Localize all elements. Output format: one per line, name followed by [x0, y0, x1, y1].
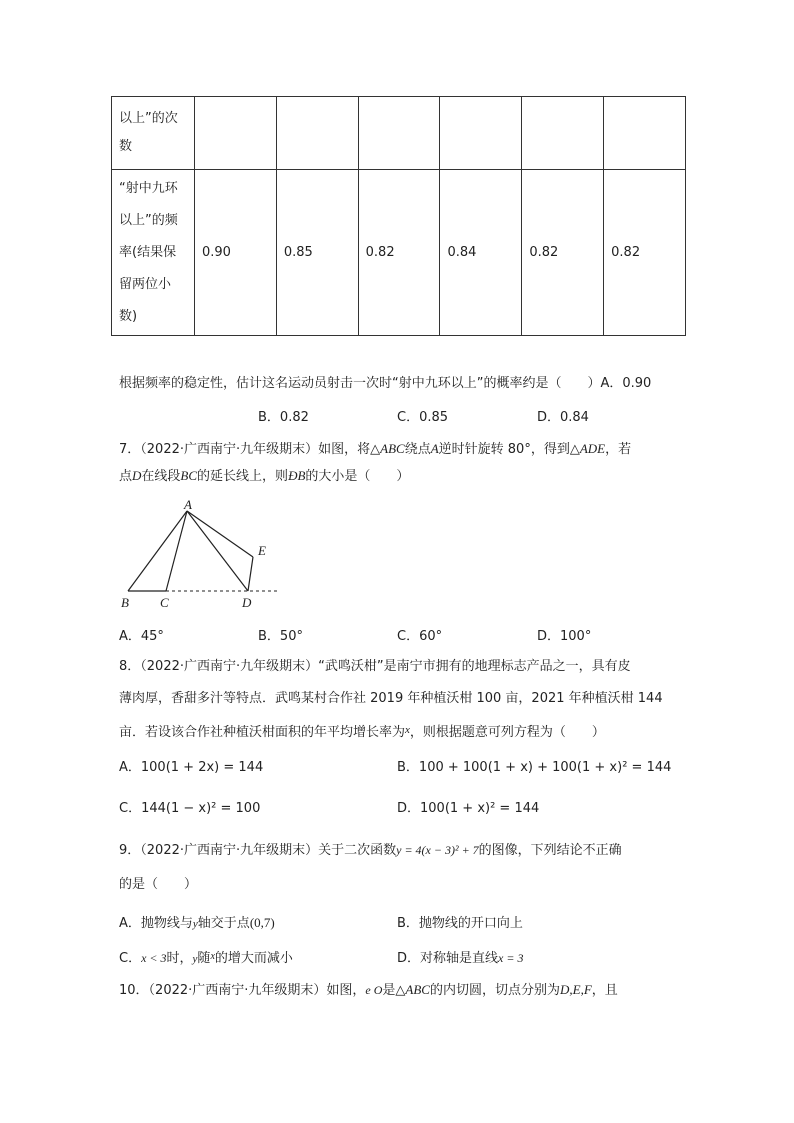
- row-header-count: [112, 97, 195, 170]
- table-cell: 0.90: [195, 170, 277, 336]
- q7-line-2: [119, 466, 409, 487]
- segment-ab: [128, 511, 187, 591]
- q9-text: 随: [197, 951, 211, 966]
- row-header-line: “射中九环: [119, 180, 178, 196]
- q8-option-a: A．100(1 + 2x) = 144: [119, 760, 264, 775]
- q9-var-y: y: [192, 953, 198, 965]
- q10-circle: e O: [365, 983, 383, 997]
- q7-option-b: B．50°: [258, 629, 303, 644]
- label-e: E: [258, 543, 266, 558]
- row-header-line: 数): [119, 308, 138, 324]
- q6-option-b: B．0.82: [258, 410, 309, 425]
- row-header-line: 以上”的频: [119, 212, 178, 228]
- q9-text: D．对称轴是直线: [397, 951, 499, 966]
- q8-line-2: 薄肉厚，香甜多汁等特点．武鸣某村合作社 2019 年种植沃柑 100 亩，2021 年种植沃柑 144: [119, 691, 663, 706]
- q7-option-a: A．45°: [119, 629, 164, 644]
- label-c: C: [160, 595, 169, 610]
- q7-triangle-abc: △ABC: [370, 441, 405, 456]
- table-cell: 0.84: [440, 170, 522, 336]
- q8-option-b: B．100 + 100(1 + x) + 100(1 + x)² = 144: [397, 760, 672, 775]
- q9-function: y = 4(x − 3)² + 7: [396, 843, 479, 857]
- q8-text: 亩．若设该合作社种植沃柑面积的年平均增长率为: [119, 725, 406, 740]
- q8-option-d: D．100(1 + x)² = 144: [397, 801, 540, 816]
- q10-line-1: [119, 980, 618, 1001]
- segment-ac: [166, 511, 187, 591]
- q7-text: 绕点: [404, 442, 431, 457]
- q9-text: A．抛物线与: [119, 916, 193, 931]
- q10-text: ，且: [591, 983, 618, 998]
- table-cell: 0.85: [276, 170, 358, 336]
- q6-option-d: D．0.84: [537, 410, 589, 425]
- q9-line-1: [119, 840, 622, 861]
- q9-var-y: y: [192, 918, 198, 930]
- q6-option-c: C．0.85: [397, 410, 449, 425]
- row-header-frequency: [112, 170, 195, 336]
- table-cell: [440, 97, 522, 170]
- label-d: D: [242, 595, 252, 610]
- q9-text: 的图像，下列结论不正确: [478, 843, 622, 858]
- q10-points: D,E,F: [560, 982, 592, 997]
- q7-text: 7．（2022·广西南宁·九年级期末）如图，将: [119, 442, 371, 457]
- q7-point-d: D: [132, 468, 142, 483]
- q8-line-1: 8．（2022·广西南宁·九年级期末）“武鸣沃柑”是南宁市拥有的地理标志产品之一，具有皮: [119, 659, 631, 674]
- segment-ad: [187, 511, 248, 591]
- q8-option-c: C．144(1 − x)² = 100: [119, 801, 261, 816]
- q9-option-a: [119, 912, 275, 931]
- table-row-count: [112, 97, 686, 170]
- q8-text: ，则根据题意可列方程为（ ）: [409, 725, 605, 740]
- table-cell: 0.82: [522, 170, 604, 336]
- q7-angle: ÐB: [288, 468, 306, 483]
- row-header-line: 率(结果保: [119, 244, 177, 260]
- q9-axis-equation: x = 3: [498, 951, 524, 965]
- q9-text: 轴交于点: [197, 916, 250, 931]
- table-row-frequency: [112, 170, 686, 336]
- table-cell: [522, 97, 604, 170]
- table-cell: [195, 97, 277, 170]
- q9-option-b: B．抛物线的开口向上: [397, 916, 523, 931]
- q7-text: 点: [119, 469, 133, 484]
- q6-stem: 根据频率的稳定性，估计这名运动员射击一次时“射中九环以上”的概率约是（ ）A．0.90: [119, 376, 652, 391]
- q7-text: ，若: [605, 442, 632, 457]
- q7-point-a: A: [430, 441, 439, 456]
- q9-text: 9．（2022·广西南宁·九年级期末）关于二次函数: [119, 843, 397, 858]
- q10-text: 的内切圆，切点分别为: [429, 983, 560, 998]
- segment-de: [248, 557, 253, 591]
- row-header-line: 以上”的次: [119, 111, 178, 126]
- q7-option-d: D．100°: [537, 629, 592, 644]
- q7-text: 的延长线上，则: [197, 469, 289, 484]
- q8-variable-x: x: [405, 724, 410, 736]
- table-cell: 0.82: [358, 170, 440, 336]
- q7-text: 的大小是（ ）: [305, 469, 410, 484]
- q9-var-x: x: [210, 951, 215, 962]
- table-cell: [604, 97, 686, 170]
- q7-triangle-ade: △ADE: [569, 441, 606, 456]
- q7-segment-bc: BC: [180, 468, 198, 483]
- q7-triangle-figure: [112, 498, 292, 616]
- segment-ae: [187, 511, 253, 557]
- q9-line-2: 的是（ ）: [119, 877, 198, 892]
- q10-text: 是: [382, 983, 396, 998]
- q9-point: (0,7): [249, 915, 275, 930]
- q9-option-c: [119, 947, 293, 966]
- q8-line-3: [119, 720, 605, 743]
- q9-option-d: [397, 947, 523, 966]
- q9-text: 时，: [166, 951, 193, 966]
- table-cell: 0.82: [604, 170, 686, 336]
- q10-text: 10．（2022·广西南宁·九年级期末）如图，: [119, 983, 366, 998]
- q7-line-1: [119, 439, 631, 460]
- row-header-line: 留两位小: [119, 276, 172, 292]
- q9-text: C．: [119, 951, 142, 966]
- q7-text: 在线段: [141, 469, 181, 484]
- frequency-table: [111, 96, 686, 336]
- table-cell: [358, 97, 440, 170]
- table-cell: [276, 97, 358, 170]
- q9-text: 的增大而减小: [214, 951, 293, 966]
- q7-option-c: C．60°: [397, 629, 443, 644]
- q10-triangle: △ABC: [395, 982, 430, 997]
- label-a: A: [184, 498, 192, 512]
- label-b: B: [121, 595, 129, 610]
- row-header-line: 数: [119, 139, 133, 154]
- q7-text: 逆时针旋转 80°，得到: [438, 442, 570, 457]
- q9-condition: x < 3: [141, 951, 167, 965]
